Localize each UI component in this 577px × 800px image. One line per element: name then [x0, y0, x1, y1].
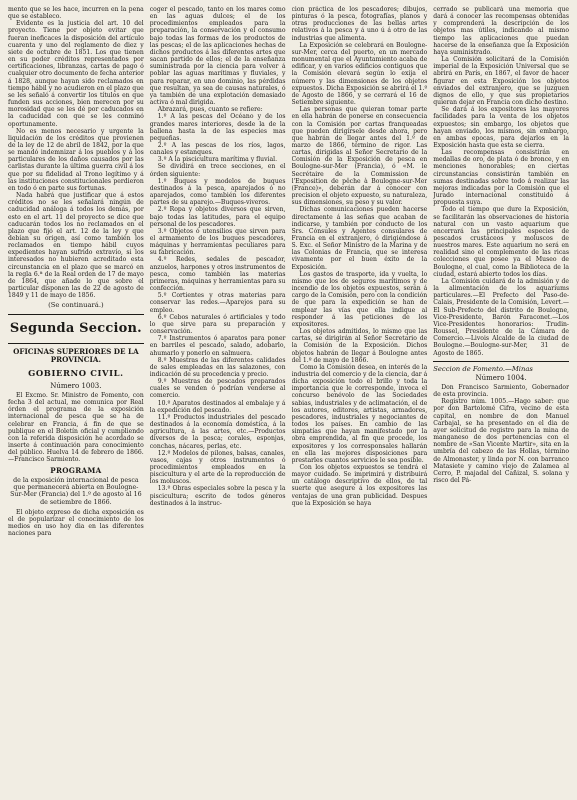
- section-item: 9.º Muestras de pescados preparados cuales se venden ó podrían venderse al comercio.: [149, 378, 286, 400]
- paragraph: Las personas que quieran tomar parte en ella habrán de ponerse en consecuencia con la Comisión por cartas franqueadas que pueden dirigírsele desde ahora, pero que habrán de llegar antes del 1.º de marzo de 1866, término de rigor. Las cartas, dirigidas al Señor Secretario de la Comisión de la Exposición de pesca en Boulogne-sur-Mer (Francia), ó «M. le Secrétaire de la Commission de l'Exposition de pêche à Boulogne-sur-Mer (France)», deberán dar á conocer con precision el objeto expuesto, su naturaleza, sus dimensiones, su peso y su valor.: [291, 106, 428, 207]
- document-number: Número 1003.: [50, 381, 102, 390]
- paragraph: Como la Comisión desea, en interés de la industria del comercio y de la ciencia, dar á dicha exposición todo el brillo y toda la importancia que le corresponde, invoca el concurso benévolo de las Sociedades sabias, industriales y de aclimatación, el de los autores, editores, artistas, armadores, pescadores, industriales y negociantes de todos los países. En cambio de las simpatías que hayan manifestado por la obra emprendida, al fin que procede, los expositores y los corresponsales hallarán en ella las mejores disposiciones para prestarles cuantos servicios le sea posible.: [291, 363, 428, 464]
- paragraph: Los objetos admitidos, lo mismo que las cartas, se dirigirán al Señor Secretario de la Comisión de la Exposición. Dichos objetos habrán de llegar á Boulogne antes del 1.º de mayo de 1866.: [291, 328, 428, 364]
- continuation-note: (Se continuará.): [48, 301, 104, 310]
- column-1: [8, 6, 144, 796]
- section-item: 8.º Muestras de las diferentes calidades de sales empleadas en las salazones, con indicación de su procedencia y precio.: [149, 356, 286, 378]
- section-item: 12.º Modelos de pilones, balsas, canales, vasos, cajas y otros instrumentos ó procedimientos empleados en la piscicultura y el arte de la reproducción de los moluscos.: [149, 449, 286, 486]
- list-item: 3.º A la piscicultura marítima y fluvial.: [157, 156, 278, 164]
- paragraph: Todo el tiempo que dure la Exposición, se facilitarán las observaciones de historia natural con un vasto aquarium que encerrará las principales especies de pescados crustáceos y moluscos de nuestros mares. Este aquarium no será en realidad sino el complemento de las ricas colecciones que posee ya el Museo de Boulogne, el cual, como la Biblioteca de la ciudad, estará abierto todos los días.: [433, 206, 569, 278]
- paragraph: La Comisión cuidará de la admisión y de la alimentación de los aquariums particulares.—El Prefecto del Paso-de-Calais, Presidente de la Comisión, Levert.—El Sub-Prefecto del distrito de Boulogne, Vice-Presidente, Barón Faraconet.—Los Vice-Presidentes honorarios: Trudin-Roussel, Presidente de la Cámara de Comercio.—Livois Alcalde de la ciudad de Boulogne.—Boulogne-sur-Mer, 31 de Agosto de 1865.: [433, 277, 569, 357]
- section-item: 10.º Aparatos destinados al embalaje y á la expedición del pescado.: [149, 399, 286, 414]
- offices-heading: OFICINAS SUPERIORES DE LA PROVINCIA.: [13, 346, 139, 365]
- gobierno-heading: GOBIERNO CIVIL.: [28, 367, 124, 378]
- paragraph: Nada habrá que justificar que á estos créditos no se les señalará ningún de caducidad análoga á todos los demás, por esto en el art. 11 del proyecto se dice que caducarán todos los no reclamados en el plazo que fijó el art. 12 de la ley y que debían su origen, así como también los reclamados en tiempo hábil cuyos expedientes hayan sufrido extravío, si los interesados no hubieren acreditado esta circunstancia en el plazo que se marcó en la regla 6.ª de la Real orden de 17 de mayo de 1864, que añade lo que sobre el particular disponen las de 22 de agosto de 1849 y 11 de mayo de 1856.: [8, 192, 144, 300]
- paragraph: mento que se les hace, incurren en la pena que se estableco.: [8, 6, 144, 21]
- section-title: Segunda Seccion.: [9, 320, 142, 336]
- section-item: 2.º Ropa y objetos diversos que sirven, bajo todas las latitudes, para el equipo personal de los pescadores.: [149, 206, 286, 228]
- paragraph: Las recompensas consistirán en medallas de oro, de plata ó de bronce, y en menciones honorables; en ciertas circunstancias consistirán también en sumas destinadas sobre todo á realizar las mejoras indicadas por la Comisión que el Jurado internacional constituido á propuesta suya.: [433, 149, 569, 207]
- paragraph: Registro núm. 1005.—Hago saber: que por don Bartolomé Cifra, vecino de esta capital, en nombre de don Manuel Carbajal, se ha presentado en el dia de ayer solicitud de registro para la mina de manganeso de dos pertenencias con el nombre de «San Vicente Martir», sita en la umbría del cabezo de las Hollas, término de Almonaster, y linda por N. con barranco Matasiete y camino viejo de Zalamea al Cerro, P. majadal del Cañizal, S. solana y risco del Pá-: [433, 398, 569, 484]
- column-2: [150, 6, 286, 796]
- paragraph: Se dará á los expositores las mayores facilidades para la venta de los objetos expuestos; sin embargo, los objetos que hayan enviado, los mismos, sin embargo, en ambas epocas, para dejarlos en la Exposición hasta que esta se cierra.: [433, 106, 569, 149]
- section-item: 13.º Obras especiales sobre la pesca y la piscicultura; escrito de todos géneros destinados á la instruc-: [149, 485, 286, 507]
- divider: [8, 314, 144, 315]
- paragraph: cerrado se publicará una memoria que dará á conocer las recompensas obtenidas y comprenderá la descripción de los objetos mas útiles, indicando al mismo tiempo las aplicaciones que puedan hacerse de la enseñanza que la Exposición haya suministrado.: [433, 6, 569, 56]
- paragraph: Dichas comunicaciones pueden hacerse directamente á las señas que acaban de indicarse, y también por conducto de los Srs. Cónsules y Agentes consulares de Francia en el extranjero, ó dirigiéndose á S. Exc. el Señor Ministro de la Marina y de las Colonias de Francia, que se interesa vivamente por el buen éxito de la Exposición.: [291, 206, 428, 271]
- paragraph: cion práctica de los pescadores; dibujos, pinturas ó la pesca, fotografías, planos y otras producciones de las bellas artes relativos á la pesca y á uno ú á otro de las industrias que alimenta.: [291, 6, 428, 42]
- paragraph: Don Francisco Sarmiento, Gobernador de esta provincia.: [433, 383, 569, 399]
- section-item: 5.º Cortientes y otras materias para conservar las redes.—Aparejos para su empleo.: [149, 292, 286, 314]
- paragraph: La Exposición se celebrará en Boulogne-sur-Mer, cerca del puerto, en un mercado monumental que el Ayuntamiento acaba de edificar, y en varios edificios contiguos que la Comisión elevará según lo exija el número y las dimensiones de los objetos expuestos. Dicha Exposición se abrirá el 1.º de Agosto de 1866, y se cerrará el 16 de Setiembre siguiente.: [291, 41, 428, 107]
- paragraph: Se dividirá en trece secciones, en el órden siguiente:: [149, 163, 286, 178]
- paragraph: El Excmo. Sr. Ministro de Fomento, con fecha 3 del actual, me comunica por Real órden el programa de la exposición internacional de pesca que se ha de celebrar en Francia, á fin de que se publique en el Boletín oficial y cumpliendo con la referida disposición he acordado se inserte á continuación para conocimiento del público. Huelva 14 de febrero de 1866.—Francisco Sarmiento.: [8, 391, 144, 464]
- section-item: 4.º Redes, sedales de pescador, anzuelos, harpones y otros instrumentos de pesca, como también las materias primeras, máquinas y herramientas para su confección.: [149, 256, 286, 293]
- section-item: 3.º Objetos ó utensilios que sirven para el armamento de los buques pescadores, máquinas y herramientas peculiares para su fabricación.: [149, 227, 286, 257]
- columns: [8, 6, 569, 796]
- document-number: Número 1004.: [475, 373, 527, 382]
- paragraph: El objeto expreso de dicha exposición es el de popularizar el conocimiento de los medios en uso hoy dia en las diferentes naciones para: [8, 508, 144, 538]
- section-item: 7.º Instrumentos ó aparatos para poner en barriles el pescado, salado, adobarlo, ahumarlo y ponerlo en salmuera.: [149, 335, 286, 357]
- paragraph: Los gastos de trasporte, ida y vuelta, lo mismo que los de seguros marítimos y de incendio de los objetos expuestos, serán á cargo de la Comisión, pero con la condición de que para la expedición se han de emplear las vías que ella indique al responder á las peticiones de los expositores.: [291, 270, 428, 328]
- section-item: 11.º Productos industriales del pescado destinados á la economía doméstica, á la agricultura, á las artes, etc.—Productos diversos de la pesca; corales, esponjas, conchas, nácares, perlas, etc.: [149, 413, 286, 450]
- programa-subtitle: de la exposición internacional de pesca que permanecerá abierta en Boulogne-Sur-Mer (Francia) del 1.º de agosto al 16 de setiembre de 1866.: [10, 476, 142, 506]
- paragraph: No es menos necesario y urgente la liquidación de los créditos que provienen de la ley de 12 de abril de 1842, por la que se mandó indemnizar á los pueblos y á los particulares de los daños causados por las carlistas durante la última guerra civil á los que por su fidelidad al Trono legítimo y á las instituciones constitucionales perdieron en todo ó en parte sus fortunas.: [8, 127, 144, 192]
- paragraph: Evidente es la justicia del art. 10 del proyecto. Tiene por objeto evitar que fueran ineficaces la disposición del artículo cuarenta y uno del reglamento de diez y siete de octubre de 1851. Los que tienen en su poder créditos representados por certificaciones, libranzas, cartas de pago ó cualquier otro documento de fecha anterior á 1828, aunque hayan sido reclamados en tiempo hábil y no acudieron en el plazo que se les señaló á convertir los títulos en que funden sus acciones, bien merecen por su morosidad que se les dé por caducados en la caducidad con que se les conminó oportunamente.: [8, 20, 144, 128]
- column-4: [433, 6, 569, 796]
- paragraph: coger el pescado, tanto en los mares como en las aguas dulces; el de los procedimientos empleados para la preparación, la conservación y el consumo bajo todas las formas de los productos de las pescas; el de las aplicaciones hechas de dichos productos á las diferentes artes que sacan partido de ellos; el de la enseñanza suministrada por la ciencia para volver á poblar las aguas marítimas y fluviales, y para reparar, en uno dominio, las pérdidas que resultan, ya sea de causas naturales, ó ya también de una explotación demasiado activa ó mal dirigida.: [149, 6, 286, 107]
- paragraph: Abrazará, pues, cuanto se refiere:: [157, 106, 263, 114]
- paragraph: Con los objetos expuestos se tendrá el mayor cuidado. Se imprimirá y distribuirá un catálogo descriptivo de ellos, de tal suerte que asegure á los expositores las ventajas de una gran publicidad. Despues que la Exposición se haya: [291, 464, 428, 507]
- list-item: 1.º A las pescas del Océano y de los grandes mares interiores, desde la de la ballena hasta la de las especies mas pequeñas.: [149, 113, 286, 142]
- section-fomento-heading: Seccion de Fomento.—Minas: [433, 364, 533, 373]
- divider: [8, 343, 144, 344]
- paragraph: La Comisión solicitará de la Comisión imperial de la Exposición Universal que se abrirá en París, en 1867, el favor de hacer figurar en esta Exposición los objetos enviados del extranjero, que se juzguen dignos de ello, y que sus propietarios quieran dejar en Francia con dicho destino.: [433, 56, 569, 107]
- section-item: 1.º Buques y modelos de buques destinados á la pesca, aparejados ó no aparejados, como también los diferentes partes de su aparejo.—Buques-viveros.: [149, 177, 286, 207]
- programa-heading: PROGRAMA: [50, 466, 102, 476]
- section-item: 6.º Cebos naturales ó artificiales y todo lo que sirve para su preparación y conservación.: [149, 313, 286, 336]
- list-item: 2.º A las pescas de los ríos, lagos, canales y estanques.: [149, 141, 286, 157]
- divider: [433, 361, 569, 362]
- column-3: [292, 6, 428, 796]
